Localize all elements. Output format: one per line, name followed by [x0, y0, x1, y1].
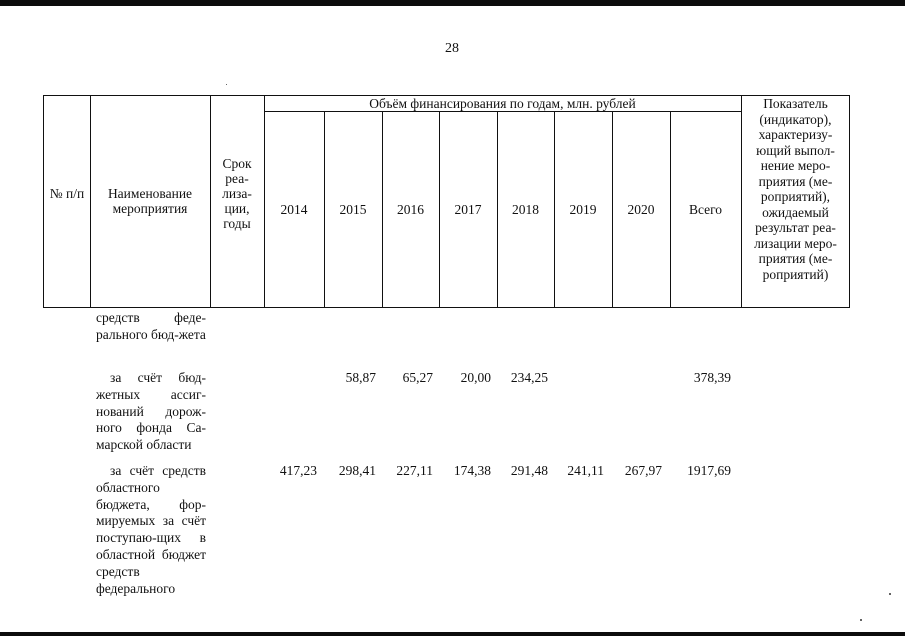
row2-value-2016: 65,27 — [402, 370, 433, 385]
col-divider-name — [210, 95, 211, 308]
col-divider-2017 — [497, 111, 498, 308]
row3-total: 1917,69 — [687, 463, 731, 478]
page-number: 28 — [445, 41, 459, 56]
row2-value-2017: 20,00 — [460, 370, 491, 385]
row-name-federal-funds: средств феде-рального бюд-жета — [96, 310, 206, 342]
header-funding-title: Объём финансирования по годам, млн. рублей — [369, 96, 636, 111]
header-term: Срок реа-лиза-ции, годы — [222, 156, 252, 231]
header-bottom-line — [43, 307, 849, 308]
col-divider-2018 — [554, 111, 555, 308]
header-year-2020: 2020 — [627, 202, 655, 217]
row2-total: 378,39 — [693, 370, 731, 385]
row3-value-2015: 298,41 — [338, 463, 376, 478]
col-divider-2019 — [612, 111, 613, 308]
header-year-2018: 2018 — [512, 202, 539, 217]
header-year-2019: 2019 — [569, 202, 597, 217]
bottom-border — [0, 632, 905, 636]
header-year-2015: 2015 — [339, 202, 367, 217]
row-name-regional-budget: за счёт средств областного бюджета, фор-мируемых за счёт поступаю-щих в областной бюджет средств федерального — [96, 463, 206, 596]
top-border — [0, 0, 905, 6]
row3-value-2018: 291,48 — [510, 463, 548, 478]
scan-speck — [860, 619, 862, 621]
row2-value-2018: 234,25 — [510, 370, 548, 385]
table-right-border — [849, 95, 850, 308]
scan-speck — [889, 593, 891, 595]
row3-value-2017: 174,38 — [453, 463, 491, 478]
col-divider-term — [264, 95, 265, 308]
header-name: Наименование мероприятия — [107, 186, 193, 216]
col-divider-2014 — [324, 111, 325, 308]
header-total: Всего — [688, 202, 723, 217]
header-year-2014: 2014 — [280, 202, 308, 217]
scan-speck — [226, 84, 227, 85]
header-year-2016: 2016 — [397, 202, 424, 217]
row3-value-2014: 417,23 — [279, 463, 317, 478]
header-no: № п/п — [49, 186, 85, 201]
row3-value-2019: 241,11 — [567, 463, 604, 478]
col-divider-2016 — [439, 111, 440, 308]
row2-value-2015: 58,87 — [345, 370, 376, 385]
row3-value-2016: 227,11 — [396, 463, 433, 478]
table-left-border — [43, 95, 44, 308]
header-year-2017: 2017 — [454, 202, 482, 217]
row3-value-2020: 267,97 — [624, 463, 662, 478]
col-divider-total — [741, 95, 742, 308]
col-divider-2020 — [670, 111, 671, 308]
col-divider-2015 — [382, 111, 383, 308]
header-indicator: Показатель (индикатор), характеризу-ющий выпол-нение меро-приятия (ме-роприятий), ожидаемый результат реа-лизации меро-приятия (ме-роприятий) — [754, 96, 837, 282]
col-divider-no — [90, 95, 91, 308]
row-name-road-fund: за счёт бюд-жетных ассиг-нований дорож-ного фонда Са-марской области — [96, 370, 206, 453]
